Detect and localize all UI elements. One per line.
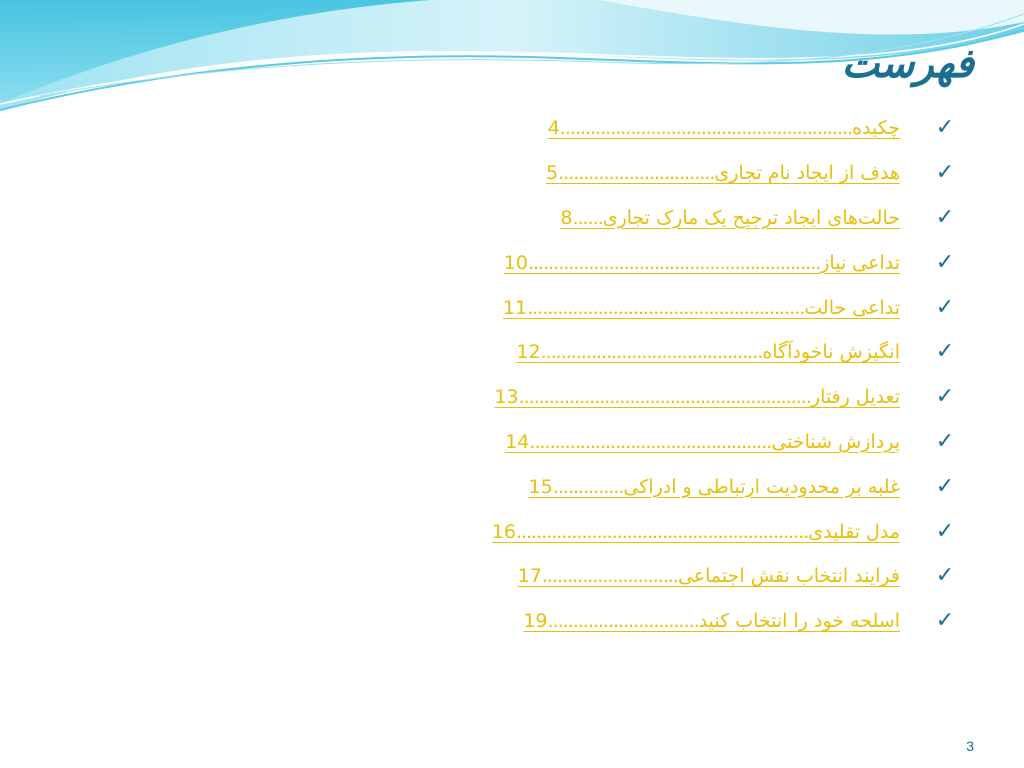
toc-page-number: 14 (505, 430, 530, 453)
toc-label: فرایند انتخاب نقش اجتماعی (677, 565, 900, 588)
check-icon: ✓ (935, 473, 955, 499)
toc-page-number: 17 (517, 565, 542, 588)
list-item (492, 464, 956, 509)
check-icon: ✓ (935, 294, 955, 320)
list-item (492, 285, 956, 330)
toc-label: تداعی نیاز (820, 251, 900, 274)
toc-page-number: 4 (547, 117, 560, 140)
check-icon: ✓ (935, 563, 955, 589)
toc-link[interactable] (529, 476, 900, 498)
toc-link[interactable] (505, 431, 900, 453)
toc-page-number: 5 (546, 162, 559, 185)
toc-leader: .......................................................... (527, 251, 821, 274)
toc-link[interactable] (516, 341, 900, 363)
toc-label: تعدیل رفتار (810, 386, 900, 409)
toc-leader: .............. (552, 475, 624, 498)
list-item (492, 240, 956, 285)
toc-link[interactable] (518, 565, 900, 587)
list-item (492, 106, 956, 151)
check-icon: ✓ (935, 160, 955, 186)
toc-leader: ............................... (558, 162, 715, 185)
list-item (492, 151, 956, 196)
toc-link[interactable] (504, 252, 900, 274)
list-item (492, 554, 956, 599)
check-icon: ✓ (935, 249, 955, 275)
toc-leader: ...... (572, 206, 603, 229)
list-item (492, 420, 956, 465)
slide-number: 3 (966, 738, 974, 754)
toc-label: تداعی حالت (804, 296, 900, 319)
toc-leader: .............................. (547, 610, 699, 633)
toc-label: پردازش شناختی (771, 430, 900, 453)
toc-link[interactable] (494, 386, 900, 408)
list-item (492, 509, 956, 554)
toc-leader: .......................................................... (515, 520, 809, 543)
toc-leader: ............................................ (540, 341, 763, 364)
toc-page-number: 19 (523, 610, 548, 633)
check-icon: ✓ (935, 204, 955, 230)
check-icon: ✓ (935, 608, 955, 634)
toc-page-number: 15 (528, 475, 553, 498)
toc-leader: .......................................................... (559, 117, 853, 140)
toc-leader: ....................................................... (527, 296, 805, 319)
list-item (492, 330, 956, 375)
toc-label: چکیده (852, 117, 900, 140)
toc-label: هدف از ایجاد نام تجاری (714, 162, 900, 185)
toc-label: انگیزش ناخودآگاه (762, 341, 900, 364)
check-icon: ✓ (935, 115, 955, 141)
toc-page-number: 8 (560, 206, 573, 229)
list-item (492, 599, 956, 644)
toc-page-number: 11 (502, 296, 528, 319)
toc-link[interactable] (560, 207, 900, 229)
toc-leader: .......................................................... (518, 386, 811, 409)
toc-page-number: 16 (491, 520, 516, 543)
check-icon: ✓ (935, 339, 955, 365)
toc-link[interactable] (523, 610, 900, 632)
check-icon: ✓ (935, 428, 955, 454)
toc-page-number: 13 (494, 386, 519, 409)
page-title: فهرست (841, 40, 974, 87)
table-of-contents (492, 106, 956, 644)
toc-label: اسلحه خود را انتخاب کنید (698, 610, 900, 633)
toc-label: مدل تقلیدی (808, 520, 900, 543)
toc-label: غلبه بر محدودیت ارتباطی و ادراکی (623, 475, 900, 498)
list-item (492, 375, 956, 420)
toc-link[interactable] (548, 117, 900, 139)
toc-link[interactable] (503, 297, 900, 319)
toc-leader: ................................................ (529, 430, 772, 453)
toc-page-number: 12 (516, 341, 541, 364)
list-item (492, 196, 956, 241)
toc-label: حالت‌های ایجاد ترجیح یک مارک تجاری (602, 206, 900, 229)
check-icon: ✓ (935, 384, 955, 410)
toc-leader: ........................... (541, 565, 678, 588)
toc-page-number: 10 (503, 251, 528, 274)
check-icon: ✓ (935, 518, 955, 544)
toc-link[interactable] (546, 162, 900, 184)
toc-link[interactable] (492, 521, 900, 543)
